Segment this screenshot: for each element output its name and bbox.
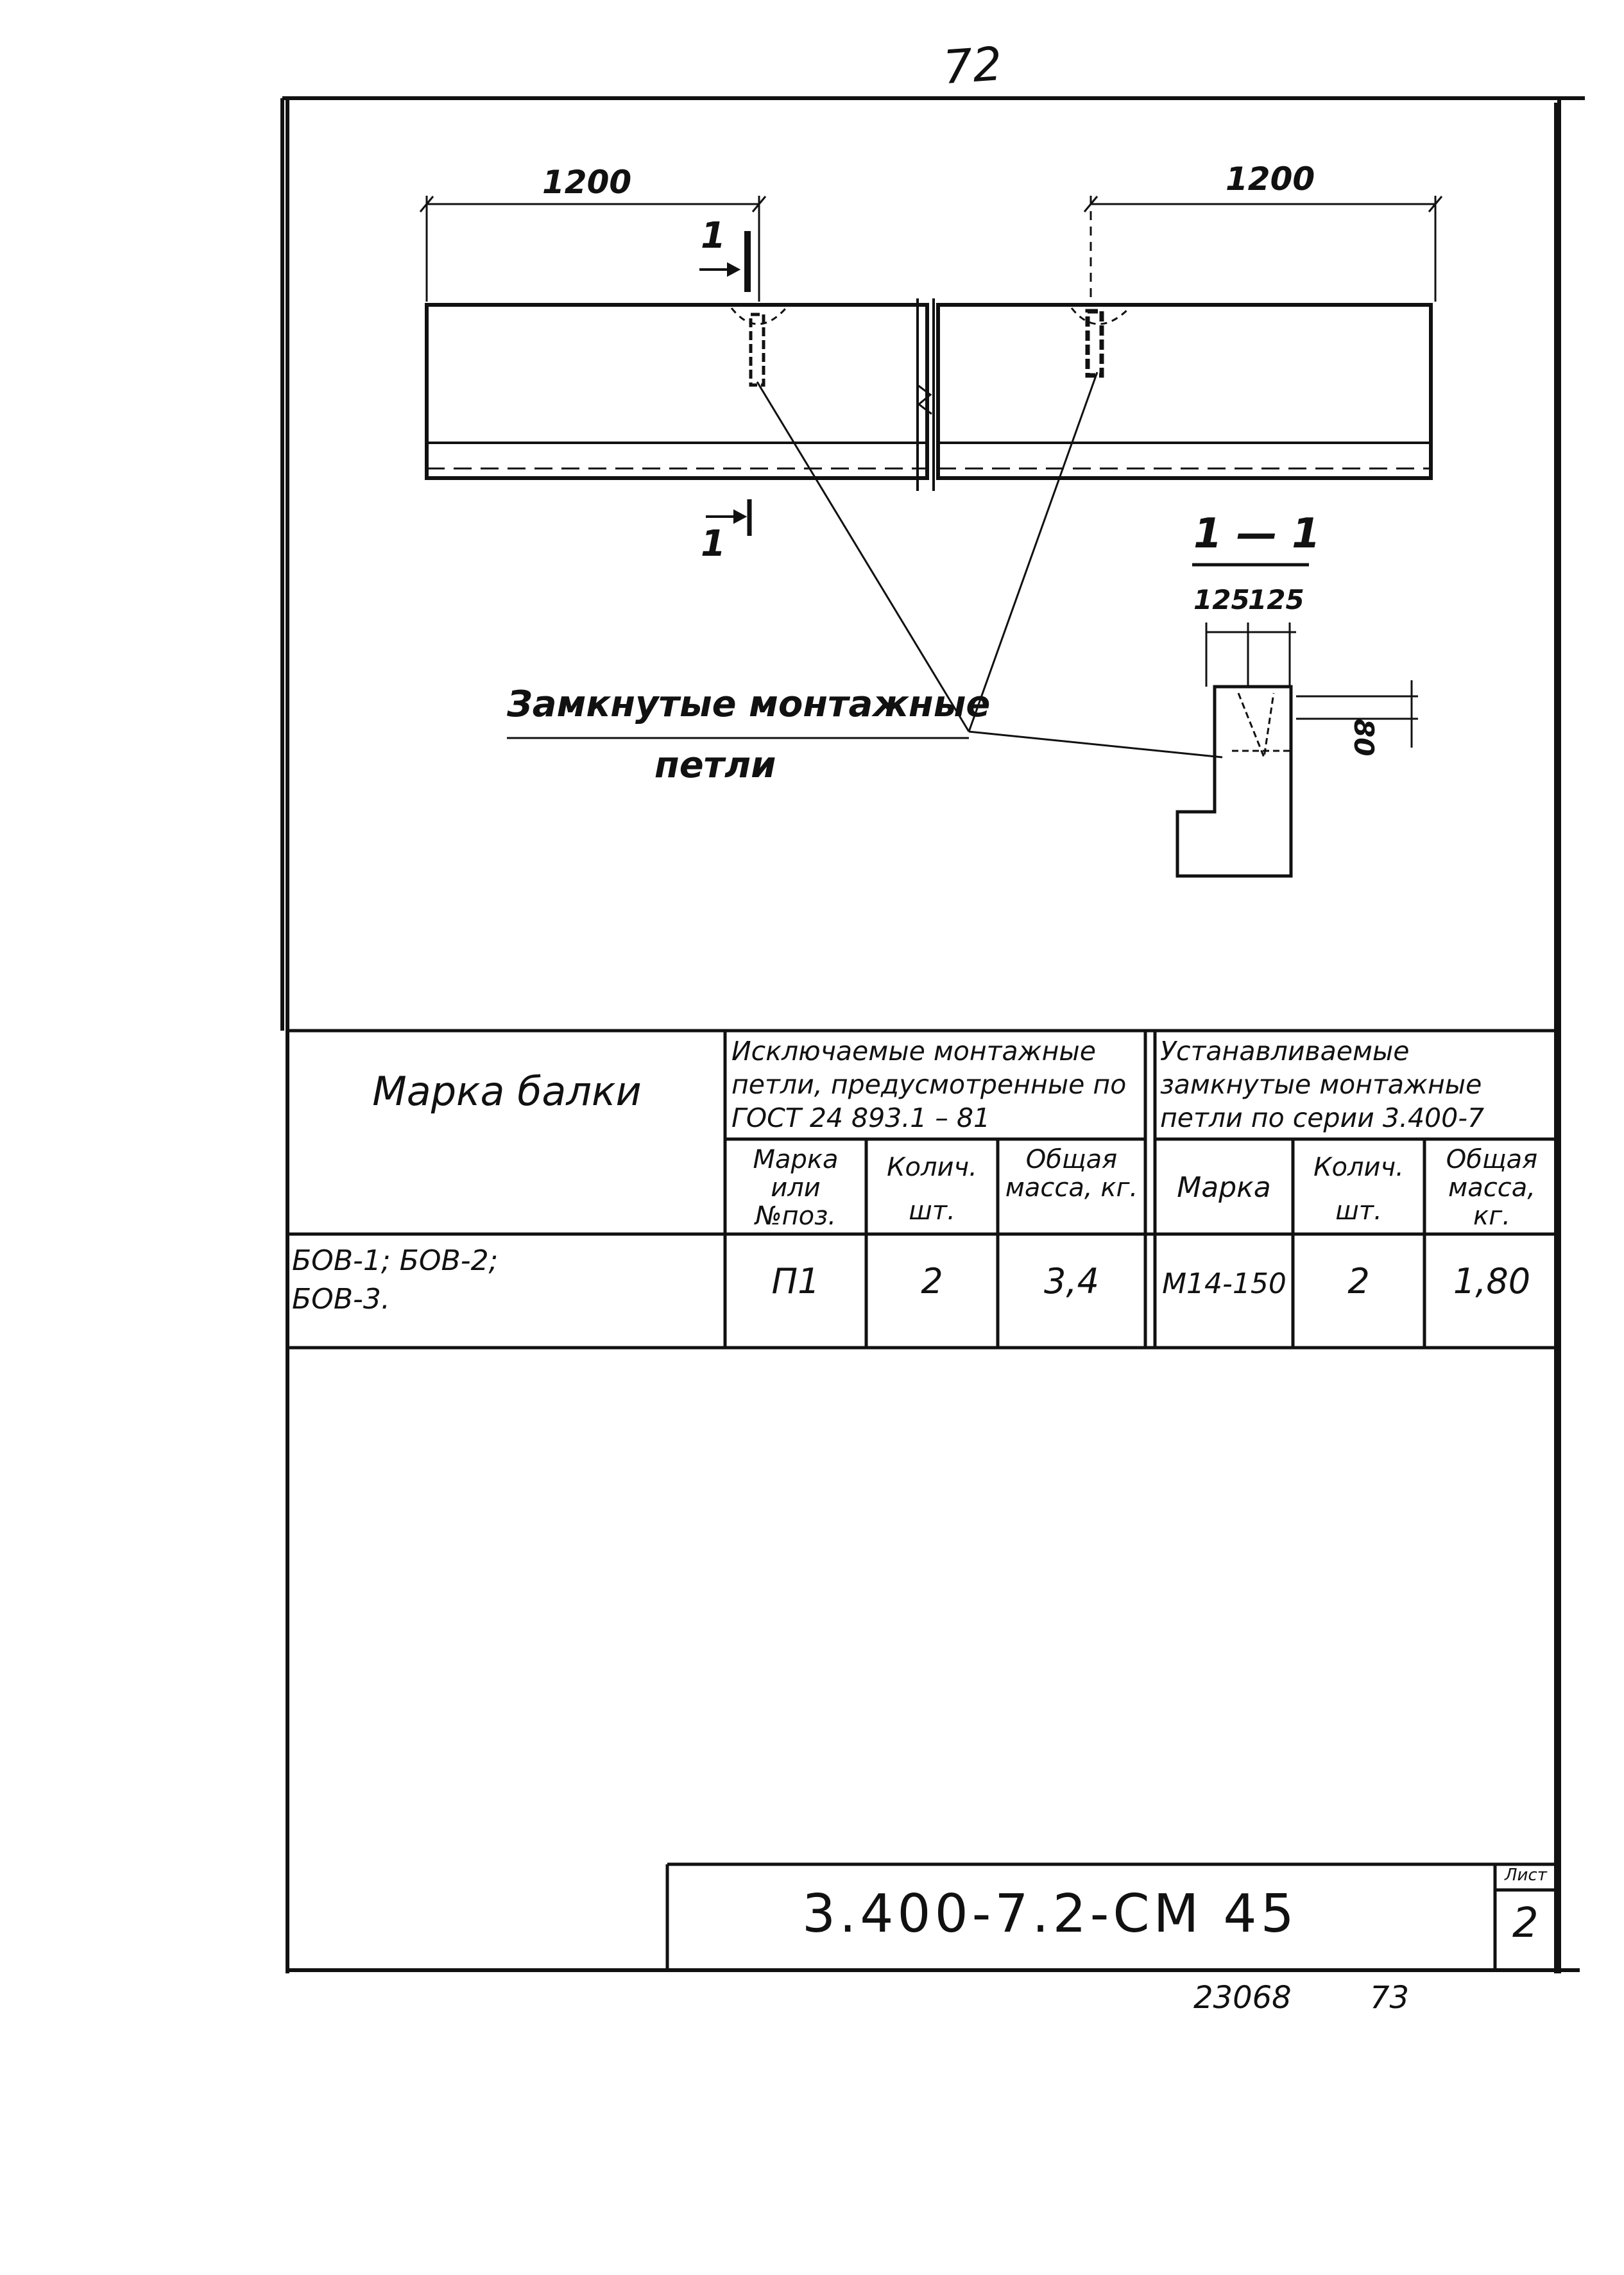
header-installed-loops: Устанавливаемые замкнутые монтажные петли по серии 3.400-7: [1160, 1036, 1485, 1133]
col-mark: Марка: [1177, 1171, 1271, 1204]
inventory-number: 23068: [1193, 1980, 1292, 2016]
dimension-left: 1200: [542, 164, 632, 201]
section-dim-b: 125: [1248, 584, 1304, 615]
row-beam-marks: БОВ-1; БОВ-2; БОВ-3.: [292, 1244, 499, 1316]
dimension-lines: [420, 196, 1442, 302]
callout-label-line2: петли: [654, 744, 776, 786]
document-code: 3.400-7.2-СМ 45: [802, 1884, 1298, 1944]
col-mark-or-position: Марка или №поз.: [753, 1145, 839, 1231]
header-beam-mark: Марка балки: [372, 1068, 642, 1115]
header-excluded-loops: Исключаемые монтажные петли, предусмотренные по ГОСТ 24 893.1 – 81: [731, 1036, 1127, 1133]
row-installed-mass: 1,80: [1453, 1261, 1531, 1301]
row-excluded-mass: 3,4: [1044, 1261, 1099, 1301]
section-mark-bottom: 1: [701, 523, 726, 565]
section-dim-a: 125: [1193, 584, 1250, 615]
col-total-mass: Общая масса, кг.: [1005, 1145, 1138, 1203]
row-excluded-qty: 2: [921, 1261, 943, 1301]
section-mark-top: 1: [701, 215, 726, 257]
section-title: 1 — 1: [1193, 510, 1321, 558]
row-excluded-mark: П1: [771, 1261, 820, 1301]
page-number-top: 72: [941, 36, 1004, 95]
callout-label-line1: Замкнутые монтажные: [507, 683, 991, 725]
row-installed-mark: М14-150: [1162, 1267, 1286, 1300]
footer-page-number: 73: [1370, 1980, 1410, 2016]
col-quantity-2: Колич. шт.: [1313, 1153, 1404, 1226]
dimension-right: 1200: [1226, 160, 1315, 198]
sheet-label: Лист: [1505, 1866, 1547, 1885]
col-quantity: Колич. шт.: [887, 1153, 977, 1226]
sheet-number: 2: [1512, 1900, 1539, 1947]
row-installed-qty: 2: [1347, 1261, 1370, 1301]
section-dim-height: 80: [1348, 719, 1380, 757]
lifting-loops: [731, 231, 1129, 385]
col-total-mass-2: Общая масса, кг.: [1446, 1145, 1538, 1231]
beam-elevation: [427, 298, 1431, 491]
